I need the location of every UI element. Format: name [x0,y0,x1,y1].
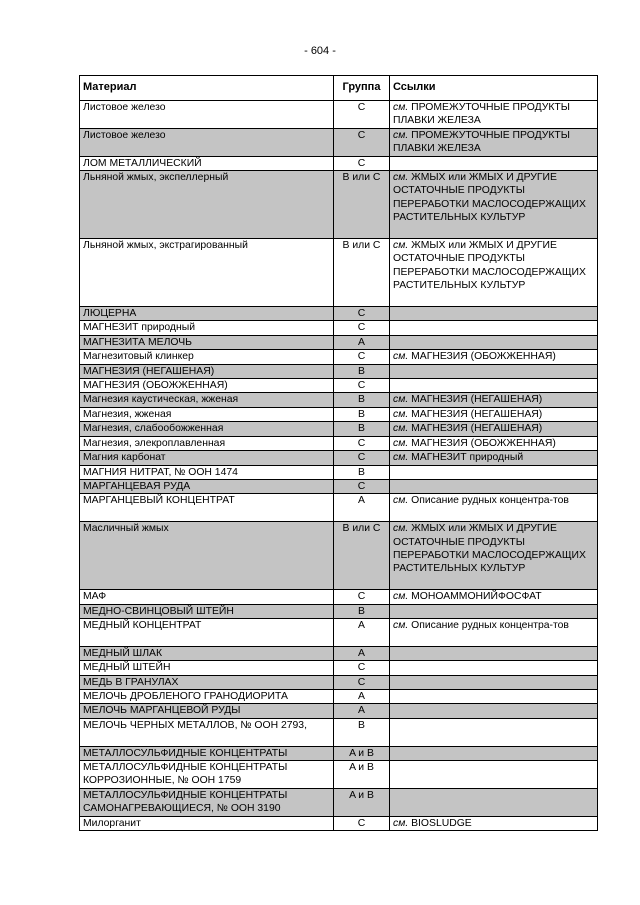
material-cell: МЕТАЛЛОСУЛЬФИДНЫЕ КОНЦЕНТРАТЫ [80,746,334,760]
reference-text: МАГНЕЗИЯ (ОБОЖЖЕННАЯ) [411,437,556,449]
reference-cell [390,704,598,718]
group-cell: C [334,379,390,393]
reference-prefix: см. [393,394,409,406]
material-cell: Магнезитовый клинкер [80,350,334,364]
table-row [80,718,598,746]
table-row [80,407,598,421]
reference-cell [390,590,598,604]
reference-cell [390,718,598,746]
reference-cell [390,816,598,830]
group-cell: B [334,465,390,479]
table-row [80,239,598,307]
reference-cell [390,618,598,646]
reference-prefix: см. [393,351,409,363]
reference-cell [390,522,598,590]
group-cell: C [334,675,390,689]
table-row [80,307,598,321]
reference-cell [390,760,598,788]
reference-cell [390,101,598,129]
material-cell: Магнезия, элекроплавленная [80,436,334,450]
material-cell: МЕДНЫЙ ШТЕЙН [80,661,334,675]
table-header-row [80,76,598,101]
reference-cell [390,465,598,479]
reference-prefix: см. [393,423,409,435]
group-cell: A [334,335,390,349]
table-row [80,171,598,239]
reference-cell [390,393,598,407]
material-cell: МЕТАЛЛОСУЛЬФИДНЫЕ КОНЦЕНТРАТЫ САМОНАГРЕВАЮЩИЕСЯ, № ООН 3190 [80,788,334,816]
reference-text: МАГНЕЗИЯ (НЕГАШЕНАЯ) [411,408,543,420]
reference-text: МАГНЕЗИЯ (НЕГАШЕНАЯ) [411,423,543,435]
reference-cell [390,646,598,660]
material-cell: Магния карбонат [80,451,334,465]
table-row [80,101,598,129]
table-row [80,422,598,436]
reference-prefix: см. [393,129,409,141]
group-cell: A [334,618,390,646]
reference-cell [390,307,598,321]
reference-text: ПРОМЕЖУТОЧНЫЕ ПРОДУКТЫ ПЛАВКИ ЖЕЛЕЗА [393,102,570,127]
reference-cell [390,689,598,703]
table-row [80,646,598,660]
group-cell: C [334,436,390,450]
table-row [80,321,598,335]
group-cell: C [334,307,390,321]
group-cell: B [334,364,390,378]
material-cell: МЕДЬ В ГРАНУЛАХ [80,675,334,689]
table-row [80,156,598,170]
header-material: Материал [80,76,334,101]
material-cell: МАРГАНЦЕВАЯ РУДА [80,479,334,493]
material-cell: Листовое железо [80,128,334,156]
header-group: Группа [334,76,390,101]
material-cell: ЛЮЦЕРНА [80,307,334,321]
table-row [80,788,598,816]
group-cell: C [334,661,390,675]
group-cell: B или C [334,171,390,239]
table-row [80,335,598,349]
reference-cell [390,321,598,335]
reference-text: ЖМЫХ или ЖМЫХ И ДРУГИЕ ОСТАТОЧНЫЕ ПРОДУКТЫ ПЕРЕРАБОТКИ МАСЛОСОДЕРЖАЩИХ РАСТИТЕЛЬНЫХ КУЛЬТУР [393,240,586,292]
reference-text: ЖМЫХ или ЖМЫХ И ДРУГИЕ ОСТАТОЧНЫЕ ПРОДУКТЫ ПЕРЕРАБОТКИ МАСЛОСОДЕРЖАЩИХ РАСТИТЕЛЬНЫХ КУЛЬТУР [393,523,586,575]
group-cell: C [334,321,390,335]
group-cell: A [334,494,390,522]
reference-cell [390,156,598,170]
material-cell: МЕЛОЧЬ МАРГАНЦЕВОЙ РУДЫ [80,704,334,718]
reference-text: МАГНЕЗИЯ (НЕГАШЕНАЯ) [411,394,543,406]
group-cell: A и B [334,788,390,816]
reference-cell [390,788,598,816]
group-cell: C [334,816,390,830]
reference-cell [390,479,598,493]
material-cell: Листовое железо [80,101,334,129]
material-cell: МАФ [80,590,334,604]
group-cell: B [334,407,390,421]
table-row [80,479,598,493]
material-cell: Магнезия, слабообожженная [80,422,334,436]
reference-text: МОНОАММОНИЙФОСФАТ [411,591,542,603]
table-row [80,393,598,407]
reference-text: МАГНЕЗИЯ (ОБОЖЖЕННАЯ) [411,351,556,363]
reference-cell [390,364,598,378]
material-cell: МЕТАЛЛОСУЛЬФИДНЫЕ КОНЦЕНТРАТЫ КОРРОЗИОННЫЕ, № ООН 1759 [80,760,334,788]
material-cell: МАГНЕЗИЯ (ОБОЖЖЕННАЯ) [80,379,334,393]
reference-prefix: см. [393,437,409,449]
header-refs: Ссылки [390,76,598,101]
material-cell: МАГНЕЗИЯ (НЕГАШЕНАЯ) [80,364,334,378]
table-row [80,704,598,718]
group-cell: B или C [334,522,390,590]
reference-cell [390,422,598,436]
table-row [80,689,598,703]
group-cell: A и B [334,746,390,760]
material-cell: МАГНЕЗИТА МЕЛОЧЬ [80,335,334,349]
reference-text: МАГНЕЗИТ природный [411,452,524,464]
table-row [80,494,598,522]
reference-cell [390,171,598,239]
reference-cell [390,746,598,760]
reference-cell [390,661,598,675]
reference-cell [390,604,598,618]
table-row [80,760,598,788]
table-row [80,816,598,830]
reference-prefix: см. [393,172,409,184]
page-number: - 604 - [304,45,336,57]
reference-cell [390,128,598,156]
reference-cell [390,379,598,393]
group-cell: A [334,689,390,703]
material-cell: МЕДНЫЙ КОНЦЕНТРАТ [80,618,334,646]
reference-prefix: см. [393,452,409,464]
reference-text: Описание рудных концентра-тов [411,619,569,631]
reference-prefix: см. [393,102,409,113]
material-cell: МАГНЕЗИТ природный [80,321,334,335]
group-cell: B [334,604,390,618]
reference-cell [390,436,598,450]
reference-text: ЖМЫХ или ЖМЫХ И ДРУГИЕ ОСТАТОЧНЫЕ ПРОДУКТЫ ПЕРЕРАБОТКИ МАСЛОСОДЕРЖАЩИХ РАСТИТЕЛЬНЫХ КУЛЬТУР [393,172,586,224]
material-cell: МЕДНО-СВИНЦОВЫЙ ШТЕЙН [80,604,334,618]
material-cell: МАГНИЯ НИТРАТ, № ООН 1474 [80,465,334,479]
table-row [80,451,598,465]
material-cell: МЕДНЫЙ ШЛАК [80,646,334,660]
table-row [80,364,598,378]
reference-cell [390,335,598,349]
material-cell: МЕЛОЧЬ ЧЕРНЫХ МЕТАЛЛОВ, № ООН 2793, [80,718,334,746]
material-cell: Льняной жмых, экстрагированный [80,239,334,307]
group-cell: A и B [334,760,390,788]
reference-prefix: см. [393,619,409,631]
cargo-materials-table [79,75,598,831]
material-cell: Магнезия, жженая [80,407,334,421]
group-cell: C [334,128,390,156]
group-cell: C [334,350,390,364]
table-row [80,436,598,450]
reference-cell [390,350,598,364]
material-cell: ЛОМ МЕТАЛЛИЧЕСКИЙ [80,156,334,170]
material-cell: Масличный жмых [80,522,334,590]
material-cell: Милорганит [80,816,334,830]
reference-prefix: см. [393,240,409,252]
material-cell: МЕЛОЧЬ ДРОБЛЕНОГО ГРАНОДИОРИТА [80,689,334,703]
reference-cell [390,675,598,689]
reference-text: BIOSLUDGE [411,817,472,829]
group-cell: C [334,479,390,493]
reference-cell [390,239,598,307]
group-cell: A [334,646,390,660]
reference-cell [390,451,598,465]
group-cell: B [334,718,390,746]
reference-prefix: см. [393,495,409,507]
group-cell: B [334,422,390,436]
reference-prefix: см. [393,523,409,535]
reference-cell [390,494,598,522]
reference-cell [390,407,598,421]
table-row [80,604,598,618]
table-row [80,675,598,689]
reference-prefix: см. [393,408,409,420]
table-row [80,661,598,675]
group-cell: C [334,590,390,604]
group-cell: A [334,704,390,718]
table-row [80,128,598,156]
table-row [80,379,598,393]
table-row [80,618,598,646]
material-cell: Магнезия каустическая, жженая [80,393,334,407]
group-cell: B или C [334,239,390,307]
reference-prefix: см. [393,591,409,603]
group-cell: C [334,451,390,465]
reference-prefix: см. [393,817,409,829]
reference-text: Описание рудных концентра-тов [411,495,569,507]
table-row [80,522,598,590]
table-row [80,350,598,364]
table-row [80,590,598,604]
group-cell: C [334,101,390,129]
group-cell: B [334,393,390,407]
group-cell: C [334,156,390,170]
material-cell: Льняной жмых, экспеллерный [80,171,334,239]
table-row [80,465,598,479]
material-cell: МАРГАНЦЕВЫЙ КОНЦЕНТРАТ [80,494,334,522]
table-row [80,746,598,760]
reference-text: ПРОМЕЖУТОЧНЫЕ ПРОДУКТЫ ПЛАВКИ ЖЕЛЕЗА [393,129,570,155]
